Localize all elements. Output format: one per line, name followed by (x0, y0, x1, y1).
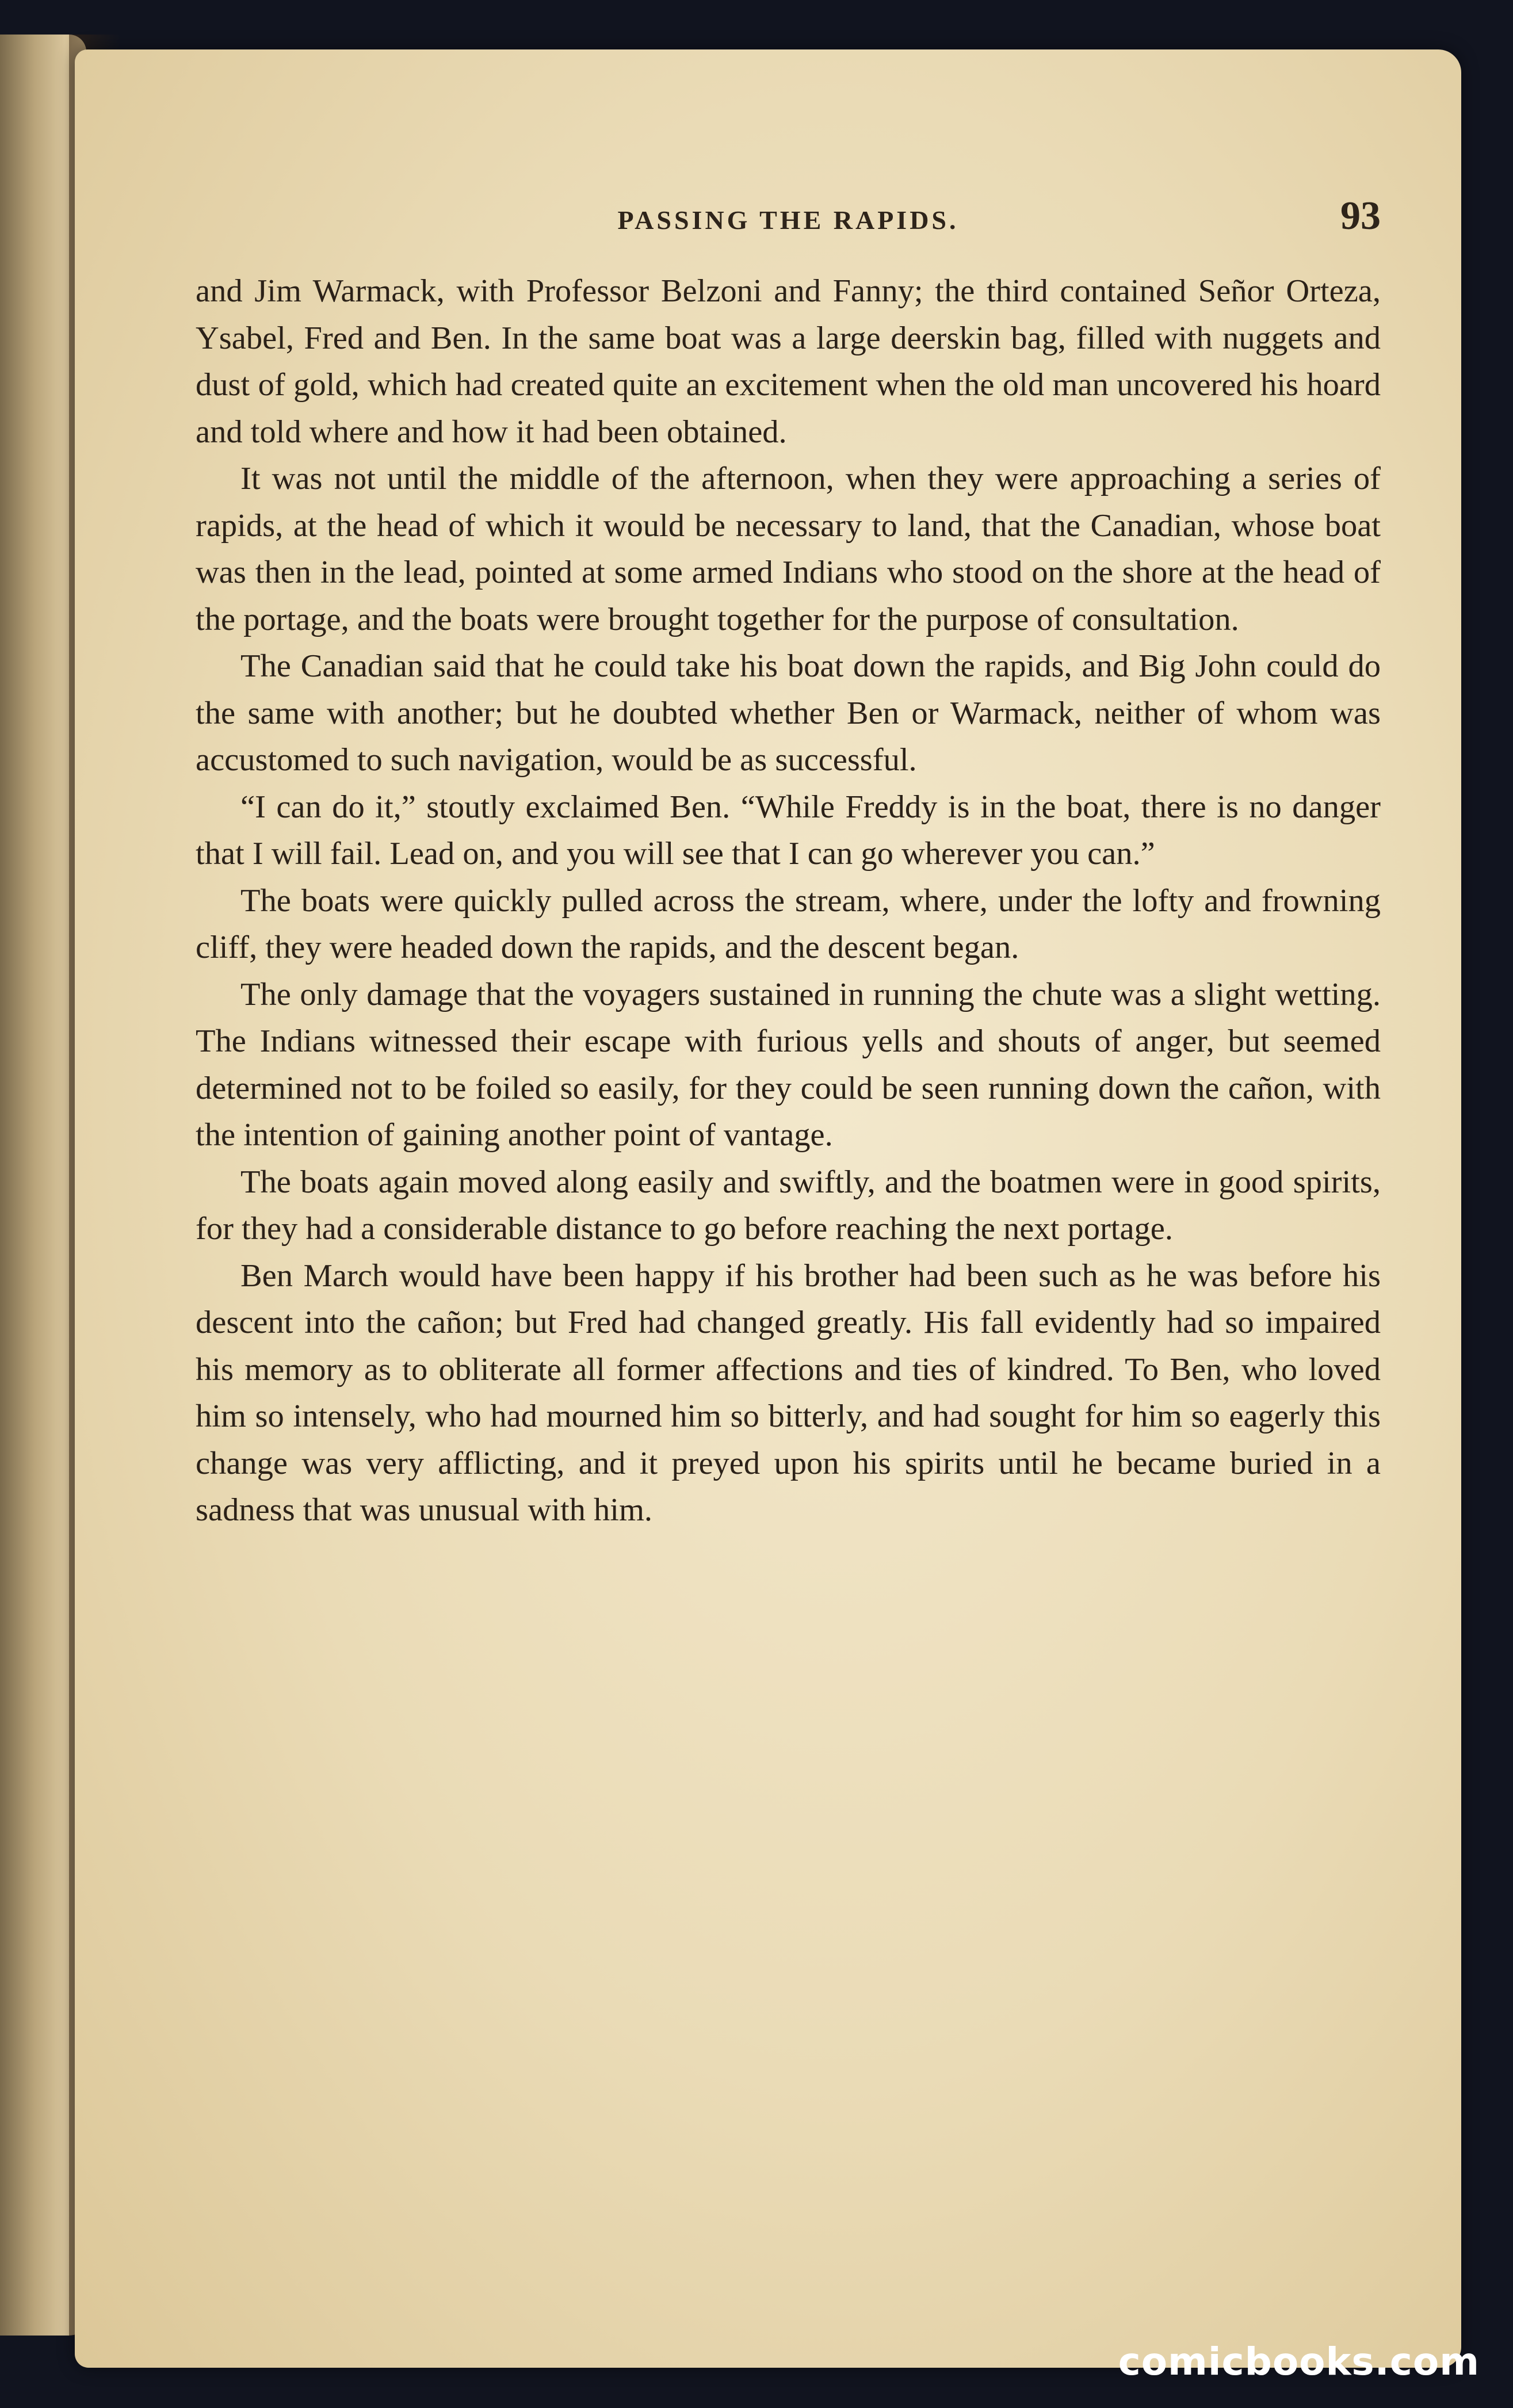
paragraph: It was not until the middle of the afternoon, when they were approaching a series of rapids, at the head of which it would be necessary to land, that the Canadian, whose boat was then in the lead, pointed at some armed Indians who stood on the shore at the head of the portage, and the boats were brought together for the purpose of consultation. (196, 461, 1381, 637)
paragraph: The Canadian said that he could take his boat down the rapids, and Big John could do the same with another; but he doubted whether Ben or Warmack, neither of whom was accustomed to such navigation, would be as successful. (196, 648, 1381, 778)
paragraph: “I can do it,” stoutly exclaimed Ben. “While Freddy is in the boat, there is no danger that I will fail. Lead on, and you will see that I can go wherever you can.” (196, 789, 1381, 872)
paragraph: The only damage that the voyagers sustained in running the chute was a slight wetting. The Indians witnessed their escape with furious yells and shouts of anger, but seemed determined not to be foiled so easily, for they could be seen running down the cañon, with the intention of gaining another point of vantage. (196, 976, 1381, 1153)
body-text (196, 268, 1381, 1534)
running-head (196, 193, 1381, 268)
running-title: PASSING THE RAPIDS. (617, 205, 959, 235)
paragraph: and Jim Warmack, with Professor Belzoni and Fanny; the third contained Señor Orteza, Ysabel, Fred and Ben. In the same boat was a large deerskin bag, filled with nuggets and dust of gold, which had created quite an excitement when the old man uncovered his hoard and told where and how it had been obtained. (196, 273, 1381, 450)
paragraph: The boats were quickly pulled across the stream, where, under the lofty and frowning cliff, they were headed down the rapids, and the descent began. (196, 882, 1381, 965)
paragraph: The boats again moved along easily and swiftly, and the boatmen were in good spirits, for they had a considerable distance to go before reaching the next portage. (196, 1164, 1381, 1247)
book-page (75, 49, 1461, 2368)
page-number: 93 (1340, 194, 1381, 238)
page-content (196, 193, 1381, 1534)
paragraph: Ben March would have been happy if his brother had been such as he was before his descent into the cañon; but Fred had changed greatly. His fall evidently had so impaired his memory as to obliterate all former affections and ties of kindred. To Ben, who loved him so intensely, who had mourned him so bitterly, and had sought for him so eagerly this change was very afflicting, and it preyed upon his spirits until he became buried in a sadness that was unusual with him. (196, 1257, 1381, 1528)
watermark: comicbooks.com (1118, 2340, 1480, 2384)
